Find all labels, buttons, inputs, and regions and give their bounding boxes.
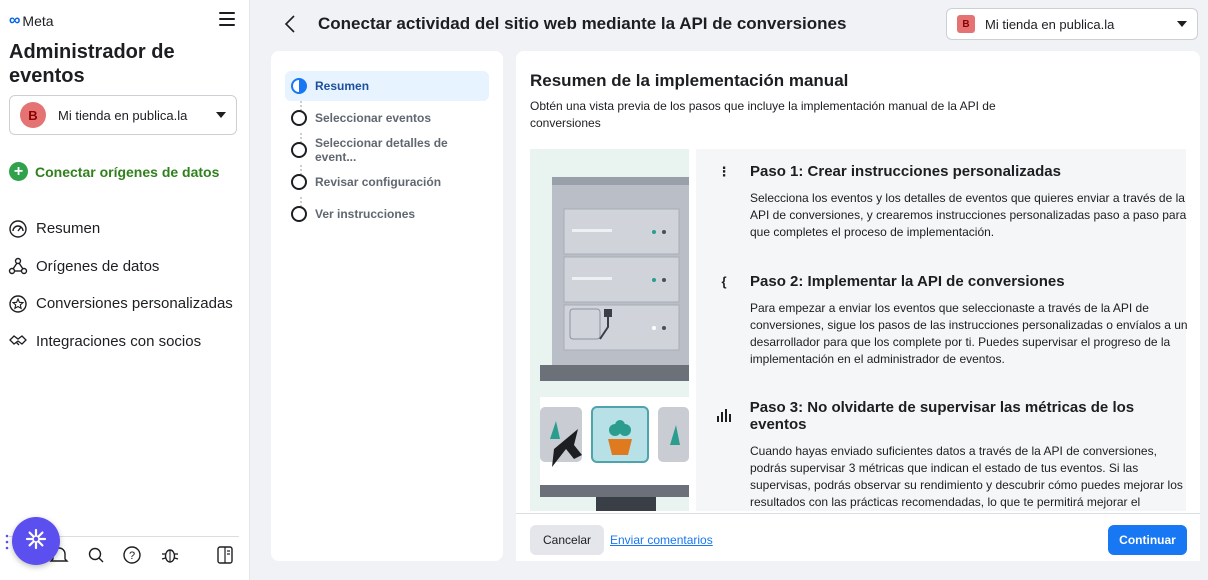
step-label: Resumen bbox=[315, 79, 370, 93]
handshake-icon bbox=[9, 332, 27, 350]
step-label: Ver instrucciones bbox=[315, 207, 416, 221]
back-chevron-icon[interactable] bbox=[284, 14, 296, 40]
continue-button[interactable]: Continuar bbox=[1108, 525, 1187, 555]
step-circle-icon bbox=[291, 206, 307, 222]
page-header bbox=[250, 0, 1208, 48]
data-sources-icon bbox=[9, 257, 27, 275]
chevron-down-icon bbox=[216, 112, 226, 118]
meta-infinity-icon: ∞ bbox=[9, 12, 21, 29]
bug-report-icon[interactable] bbox=[161, 545, 181, 565]
step-card-2 bbox=[714, 273, 1190, 368]
step-revisar-configuracion[interactable] bbox=[285, 167, 489, 197]
section-subtitle: Obtén una vista previa de los pasos que incluye la implementación manual de la API de conversiones bbox=[530, 99, 996, 130]
meta-logo[interactable] bbox=[9, 12, 54, 30]
send-feedback-link[interactable]: Enviar comentarios bbox=[610, 533, 713, 547]
sidebar-item-label: Orígenes de datos bbox=[36, 257, 160, 275]
help-icon[interactable] bbox=[122, 545, 142, 565]
wizard-steps-panel bbox=[271, 51, 503, 561]
brand-name: Meta bbox=[22, 13, 54, 29]
step-progress-icon bbox=[291, 78, 307, 94]
section-title: Resumen de la implementación manual bbox=[530, 71, 849, 90]
app-title: Administrador de eventos bbox=[9, 41, 175, 87]
step-card-title: Paso 2: Implementar la API de conversiones bbox=[750, 273, 1065, 290]
step-seleccionar-detalles[interactable] bbox=[285, 135, 489, 165]
account-name: Mi tienda en publica.la bbox=[58, 107, 188, 123]
step-card-body: Cuando hayas enviado suficientes datos a través de la API de conversiones, podrás supervisar 3 métricas que indican el estado de tus eventos. Si las supervisas, podrás observar su rendimiento y descubrir cómo puedes mejorar los resultados con las prácticas recomendadas, lo que te permitirá mejorar el bbox=[750, 444, 1183, 509]
sidebar-item-label: Integraciones con socios bbox=[36, 332, 202, 350]
svg-text:?: ? bbox=[128, 550, 136, 562]
sidebar-item-resumen[interactable] bbox=[9, 210, 233, 248]
step-circle-icon bbox=[291, 110, 307, 126]
account-selector[interactable] bbox=[9, 95, 237, 135]
page-title: Conectar actividad del sitio web mediante la API de conversiones bbox=[318, 14, 847, 33]
step-circle-icon bbox=[291, 174, 307, 190]
header-account-selector[interactable] bbox=[946, 8, 1198, 40]
step-seleccionar-eventos[interactable] bbox=[285, 103, 489, 133]
header-account-name: Mi tienda en publica.la bbox=[985, 16, 1115, 32]
sidebar bbox=[0, 0, 250, 580]
code-bracket-icon: { bbox=[721, 274, 727, 289]
step-label: Revisar configuración bbox=[315, 175, 442, 189]
sidebar-item-label: Resumen bbox=[36, 220, 101, 238]
drag-handle-icon[interactable] bbox=[4, 533, 10, 551]
sparkle-icon bbox=[25, 528, 47, 555]
step-card-title: Paso 3: No olvidarte de supervisar las métricas de los eventos bbox=[749, 399, 1135, 433]
account-avatar: B bbox=[20, 102, 46, 128]
step-card-body: Para empezar a enviar los eventos que seleccionaste a través de la API de conversiones, sigue los pasos de las instrucciones personalizadas o envíalos a un desarrollador para que los complete por ti. Puedes supervisar el progreso de la implementación en el administrador de eventos. bbox=[750, 301, 1188, 366]
bar-chart-icon bbox=[714, 408, 734, 425]
server-illustration bbox=[530, 149, 689, 511]
sidebar-nav bbox=[9, 210, 233, 360]
step-ver-instrucciones[interactable] bbox=[285, 199, 489, 229]
sidebar-item-integraciones[interactable] bbox=[9, 323, 233, 361]
sidebar-item-origenes[interactable] bbox=[9, 248, 233, 286]
plus-circle-icon: + bbox=[9, 162, 28, 181]
dashboard-gauge-icon bbox=[9, 220, 27, 238]
step-card-body: Selecciona los eventos y los detalles de eventos que quieres enviar a través de la API de conversiones, y crearemos instrucciones personalizadas paso a paso para que completes el proceso de implementación. bbox=[750, 191, 1187, 239]
step-card-title: Paso 1: Crear instrucciones personalizadas bbox=[750, 163, 1061, 180]
connect-data-sources-button[interactable] bbox=[9, 162, 219, 181]
step-label: Seleccionar detalles de event... bbox=[315, 136, 448, 164]
step-resumen[interactable] bbox=[285, 71, 489, 101]
main-content-panel bbox=[516, 51, 1200, 561]
step-card-1 bbox=[714, 163, 1190, 241]
search-icon[interactable] bbox=[87, 545, 107, 565]
connect-label: Conectar orígenes de datos bbox=[35, 163, 220, 180]
step-circle-icon bbox=[291, 142, 307, 158]
assistant-fab-button[interactable] bbox=[12, 517, 60, 565]
sidebar-item-label: Conversiones personalizadas bbox=[36, 295, 233, 313]
panel-toggle-icon[interactable] bbox=[216, 545, 236, 565]
chevron-down-icon bbox=[1177, 21, 1187, 27]
cancel-button[interactable]: Cancelar bbox=[530, 525, 604, 555]
vertical-dots-icon: ⋮ bbox=[717, 163, 731, 179]
star-badge-icon bbox=[9, 295, 27, 313]
header-account-avatar: B bbox=[957, 15, 975, 33]
panel-footer bbox=[516, 513, 1200, 561]
step-label: Seleccionar eventos bbox=[315, 111, 432, 125]
sidebar-item-conversiones[interactable] bbox=[9, 285, 233, 323]
hamburger-menu-icon[interactable] bbox=[219, 12, 235, 26]
step-card-3 bbox=[714, 399, 1190, 528]
implementation-steps bbox=[696, 149, 1186, 511]
